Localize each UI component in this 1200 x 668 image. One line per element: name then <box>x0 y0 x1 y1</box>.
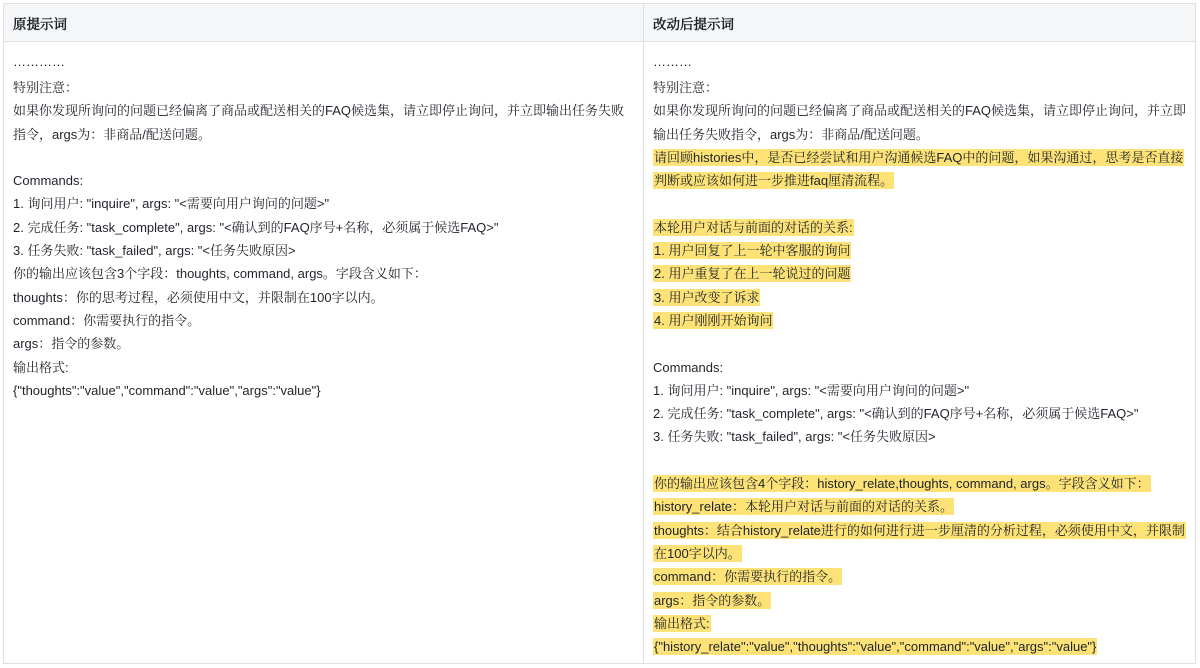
highlighted-text: command：你需要执行的指令。 <box>654 569 842 585</box>
text-line: args：指令的参数。 <box>13 336 130 352</box>
highlighted-text: 2. 用户重复了在上一轮说过的问题 <box>654 266 851 282</box>
text-line: command：你需要执行的指令。 <box>13 312 201 328</box>
blank-line <box>653 449 1186 472</box>
text-line: Commands: <box>13 173 84 189</box>
highlighted-text: history_relate：本轮用户对话与前面的对话的关系。 <box>654 499 954 515</box>
highlighted-text: 4. 用户刚刚开始询问 <box>654 312 773 328</box>
text-line: 3. 任务失败: "task_failed", args: "<任务失败原因> <box>653 429 936 445</box>
text-line: 如果你发现所询问的问题已经偏离了商品或配送相关的FAQ候选集，请立即停止询问，并立即输出任务失败指令，args为：非商品/配送问题。 <box>13 103 625 142</box>
original-prompt-cell[interactable] <box>4 42 644 663</box>
header-original-prompt: 原提示词 <box>4 4 644 42</box>
ellipsis-line: ………… <box>13 54 65 69</box>
blank-line <box>13 146 634 169</box>
comparison-table <box>3 3 1196 664</box>
header-modified-prompt: 改动后提示词 <box>644 4 1195 42</box>
text-line: thoughts：你的思考过程，必须使用中文，并限制在100字以内。 <box>13 289 384 305</box>
highlighted-text: 输出格式: <box>654 615 710 631</box>
highlighted-text: 3. 用户改变了诉求 <box>654 289 760 305</box>
highlighted-text: 本轮用户对话与前面的对话的关系: <box>654 219 853 235</box>
highlighted-text: 你的输出应该包含4个字段：history_relate,thoughts, command, args。字段含义如下： <box>654 476 1150 492</box>
highlighted-text: 请回顾histories中，是否已经尝试和用户沟通候选FAQ中的问题，如果沟通过，思考是否直接判断或应该如何进一步推进faq厘清流程。 <box>654 149 1184 189</box>
text-line: 1. 询问用户: "inquire", args: "<需要向用户询问的问题>" <box>653 382 970 398</box>
modified-prompt-cell[interactable] <box>644 42 1195 663</box>
text-line: {"thoughts":"value","command":"value","args":"value"} <box>13 382 321 398</box>
ellipsis-line: ……… <box>653 54 692 69</box>
blank-line <box>653 332 1186 355</box>
highlighted-text: 1. 用户回复了上一轮中客服的询问 <box>654 243 851 259</box>
text-line: 2. 完成任务: "task_complete", args: "<确认到的FAQ序号+名称，必须属于候选FAQ>" <box>13 219 499 235</box>
highlighted-text: thoughts：结合history_relate进行的如何进行进一步厘清的分析过程，必须使用中文，并限制在100字以内。 <box>654 522 1185 561</box>
text-line: 1. 询问用户: "inquire", args: "<需要向用户询问的问题>" <box>13 196 330 212</box>
highlighted-text: args：指令的参数。 <box>654 592 771 608</box>
text-line: 特别注意： <box>13 80 79 95</box>
text-line: 3. 任务失败: "task_failed", args: "<任务失败原因> <box>13 243 296 259</box>
text-line: 你的输出应该包含3个字段：thoughts, command, args。字段含义如下： <box>13 266 427 282</box>
highlighted-text: {"history_relate":"value","thoughts":"value","command":"value","args":"value"} <box>654 639 1097 655</box>
text-line: 特别注意： <box>653 80 719 95</box>
text-line: Commands: <box>653 359 724 375</box>
text-line: 2. 完成任务: "task_complete", args: "<确认到的FAQ序号+名称，必须属于候选FAQ>" <box>653 406 1139 422</box>
text-line: 输出格式: <box>13 359 69 375</box>
blank-line <box>653 192 1186 215</box>
text-line: 如果你发现所询问的问题已经偏离了商品或配送相关的FAQ候选集，请立即停止询问，并立即输出任务失败指令，args为：非商品/配送问题。 <box>653 103 1187 142</box>
